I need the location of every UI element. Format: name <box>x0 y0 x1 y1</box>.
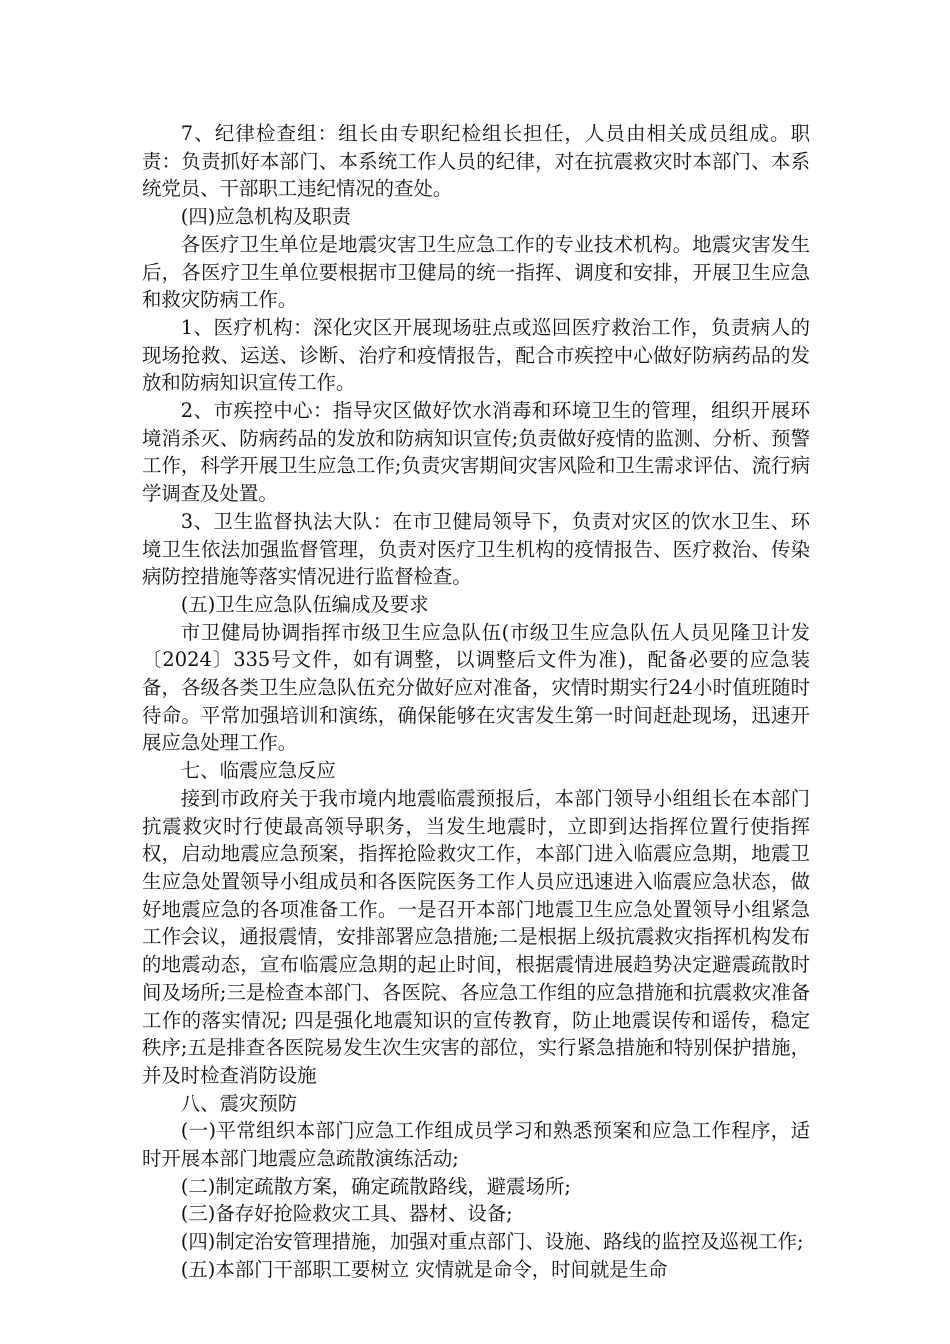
paragraph-health-supervision: 3、卫生监督执法大队：在市卫健局领导下，负责对灾区的饮水卫生、环境卫生依法加强监督管理，负责对医疗卫生机构的疫情报告、医疗救治、传染病防控措施等落实情况进行监督检查。 <box>142 509 810 589</box>
paragraph-emergency-teams: 市卫健局协调指挥市级卫生应急队伍(市级卫生应急队伍人员见隆卫计发〔2024〕335号文件，如有调整，以调整后文件为准)，配备必要的应急装备，各级各类卫生应急队伍充分做好应对准备，灾情时期实行24小时值班随时待命。平常加强培训和演练，确保能够在灾害发生第一时间赶赴现场，迅速开展应急处理工作。 <box>142 620 810 755</box>
list-item-prevention-2: (二)制定疏散方案，确定疏散路线，避震场所; <box>180 1174 571 1198</box>
list-item-prevention-1: (一)平常组织本部门应急工作组成员学习和熟悉预案和应急工作程序，适时开展本部门地震应急疏散演练活动; <box>142 1119 810 1171</box>
list-item-prevention-4: (四)制定治安管理措施，加强对重点部门、设施、路线的监控及巡视工作; <box>180 1230 804 1254</box>
section-heading-emergency-teams: (五)卫生应急队伍编成及要求 <box>180 592 429 616</box>
section-heading-disaster-prevention: 八、震灾预防 <box>180 1091 298 1115</box>
paragraph-medical-units: 各医疗卫生单位是地震灾害卫生应急工作的专业技术机构。地震灾害发生后，各医疗卫生单位要根据市卫健局的统一指挥、调度和安排，开展卫生应急和救灾防病工作。 <box>142 232 810 312</box>
list-item-prevention-5: (五)本部门干部职工要树立 灾情就是命令，时间就是生命 <box>180 1257 668 1281</box>
paragraph-medical-institutions: 1、医疗机构：深化灾区开展现场驻点或巡回医疗救治工作，负责病人的现场抢救、运送、诊断、治疗和疫情报告，配合市疾控中心做好防病药品的发放和防病知识宣传工作。 <box>142 315 810 395</box>
paragraph-cdc: 2、市疾控中心：指导灾区做好饮水消毒和环境卫生的管理，组织开展环境消杀灭、防病药品的发放和防病知识宣传;负责做好疫情的监测、分析、预警工作，科学开展卫生应急工作;负责灾害期间灾害风险和卫生需求评估、流行病学调查及处置。 <box>142 399 810 506</box>
section-heading-emergency-agencies: (四)应急机构及职责 <box>180 205 352 229</box>
list-item-prevention-3: (三)备存好抢险救灾工具、器材、设备; <box>180 1202 513 1226</box>
document-page <box>142 120 810 1284</box>
section-heading-imminent-quake-response: 七、临震应急反应 <box>180 759 336 783</box>
paragraph-imminent-quake-response: 接到市政府关于我市境内地震临震预报后，本部门领导小组组长在本部门抗震救灾时行使最高领导职务，当发生地震时，立即到达指挥位置行使指挥权，启动地震应急预案，指挥抢险救灾工作，本部门进入临震应急期，地震卫生应急处置领导小组成员和各医院医务工作人员应迅速进入临震应急状态，做好地震应急的各项准备工作。一是召开本部门地震卫生应急处置领导小组紧急工作会议，通报震情，安排部署应急措施;二是根据上级抗震救灾指挥机构发布的地震动态，宣布临震应急期的起止时间，根据震情进展趋势决定避震疏散时间及场所;三是检查本部门、各医院、各应急工作组的应急措施和抗震救灾准备工作的落实情况; 四是强化地震知识的宣传教育，防止地震误传和谣传，稳定秩序;五是排查各医院易发生次生灾害的部位，实行紧急措施和特别保护措施，并及时检查消防设施 <box>142 786 810 1087</box>
paragraph-discipline-group: 7、纪律检查组：组长由专职纪检组长担任，人员由相关成员组成。职责：负责抓好本部门、本系统工作人员的纪律，对在抗震救灾时本部门、本系统党员、干部职工违纪情况的查处。 <box>142 122 810 201</box>
